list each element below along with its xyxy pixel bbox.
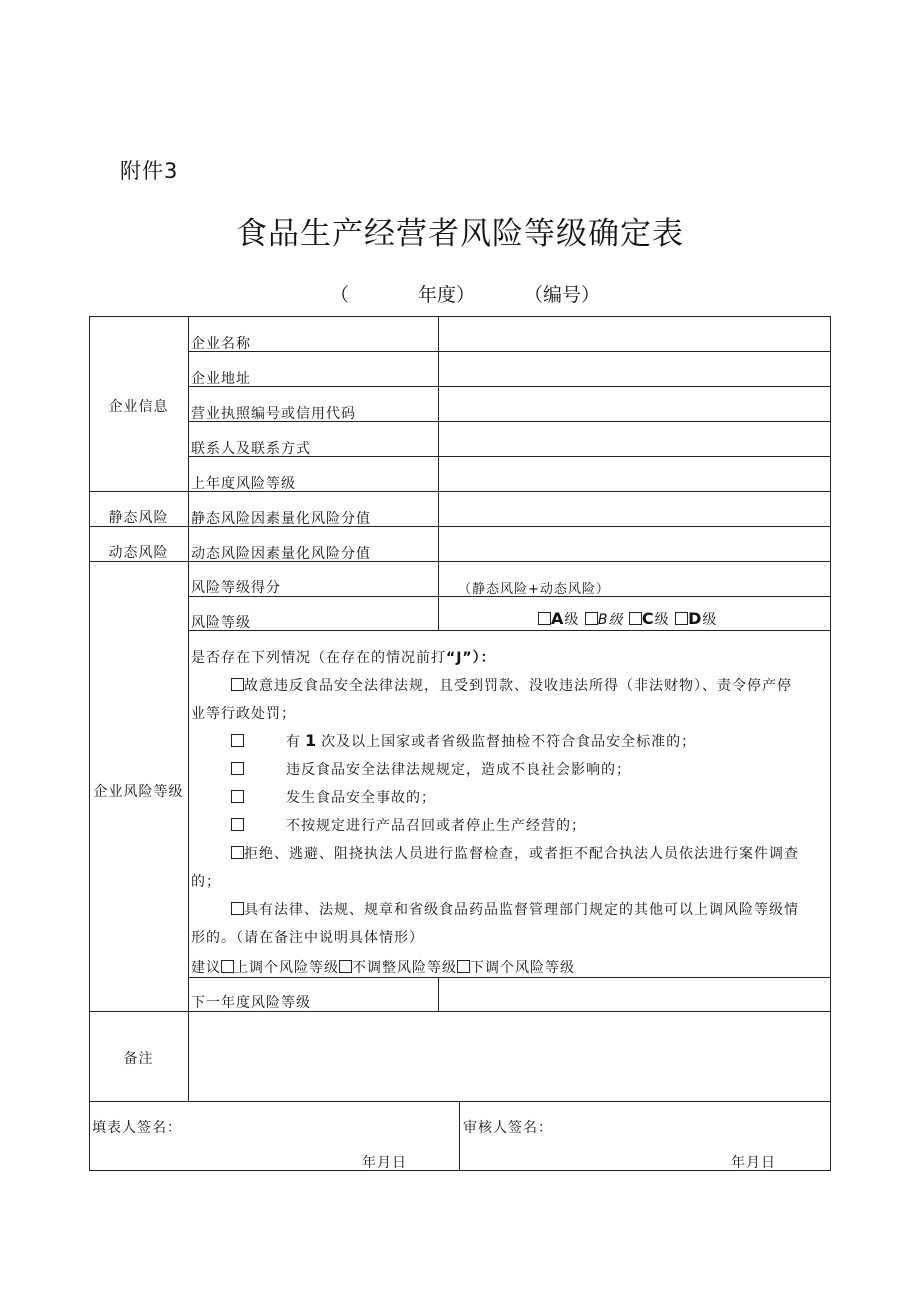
condition-2-text: 次及以上国家或者省级监督抽检不符合食品安全标准的； <box>321 734 697 750</box>
condition-item-7-cont: 形的。（请在备注中说明具体情形） <box>191 930 424 946</box>
condition-6-text: 拒绝、逃避、阻挠执法人员进行监督检查，或者拒不配合执法人员依法进行案件调查 <box>244 846 799 862</box>
checkbox-level-a[interactable] <box>538 612 551 625</box>
enterprise-address-field[interactable] <box>440 353 828 385</box>
condition-3-text: 违反食品安全法律法规规定，造成不良社会影响的； <box>286 762 631 778</box>
condition-7-text: 具有法律、法规、规章和省级食品药品监督管理部门规定的其他可以上调风险等级情 <box>244 902 799 918</box>
condition-item-5 <box>191 815 821 835</box>
checkbox-level-b[interactable] <box>585 612 598 625</box>
row-label-contact: 联系人及联系方式 <box>191 441 311 457</box>
suggestion-prefix: 建议 <box>191 960 221 976</box>
level-d-letter: D <box>688 609 703 628</box>
reviewer-signature-label: 审核人签名： <box>463 1120 553 1136</box>
section-static-risk: 静态风险 <box>108 510 169 526</box>
suggestion-lower: 下调个风险等级 <box>470 960 575 976</box>
section-dynamic-risk: 动态风险 <box>108 545 169 561</box>
condition-item-4 <box>191 787 821 807</box>
condition-5-text: 不按规定进行产品召回或者停止生产经营的； <box>286 818 586 834</box>
row-label-risk-score: 风险等级得分 <box>191 580 281 596</box>
checkbox-keep-level[interactable] <box>339 960 352 973</box>
contact-field[interactable] <box>440 423 828 455</box>
level-a-letter: A <box>551 609 565 628</box>
checkbox-condition-3[interactable] <box>231 762 244 775</box>
row-label-dynamic-score: 动态风险因素量化风险分值 <box>191 546 371 562</box>
condition-item-1 <box>191 675 821 695</box>
condition-2-prefix: 有 <box>286 734 301 750</box>
row-label-enterprise-name: 企业名称 <box>191 336 251 352</box>
level-c-letter: C <box>641 609 655 628</box>
section-remarks: 备注 <box>123 1051 154 1067</box>
level-c-suffix: 级 <box>654 612 670 628</box>
next-year-level-field[interactable] <box>440 979 828 1010</box>
condition-item-2 <box>191 731 821 751</box>
condition-1-text: 故意违反食品安全法律法规，且受到罚款、没收违法所得（非法财物）、责令停产停 <box>244 678 792 694</box>
conditions-intro-mark: “J”）： <box>446 650 496 666</box>
enterprise-name-field[interactable] <box>440 318 828 350</box>
year-label: 年度） <box>418 284 476 306</box>
dynamic-score-field[interactable] <box>440 528 828 560</box>
conditions-intro <box>191 647 821 667</box>
suggestion-line <box>191 957 821 977</box>
checkbox-condition-7[interactable] <box>231 902 244 915</box>
suggestion-raise: 上调个风险等级 <box>234 960 339 976</box>
checkbox-condition-4[interactable] <box>231 790 244 803</box>
checkbox-condition-5[interactable] <box>231 818 244 831</box>
filler-date: 年月日 <box>362 1155 407 1171</box>
condition-item-3 <box>191 759 821 779</box>
condition-item-1-cont: 业等行政处罚； <box>191 706 296 722</box>
row-label-risk-level: 风险等级 <box>191 615 251 631</box>
checkbox-condition-2[interactable] <box>231 734 244 747</box>
checkbox-level-c[interactable] <box>629 612 642 625</box>
attachment-label: 附件3 <box>120 159 179 183</box>
condition-item-6 <box>191 843 821 863</box>
page-title: 食品生产经营者风险等级确定表 <box>236 216 684 252</box>
level-a-suffix: 级 <box>564 612 580 628</box>
condition-2-number: 1 <box>305 731 318 750</box>
checkbox-level-d[interactable] <box>675 612 688 625</box>
checkbox-raise-level[interactable] <box>221 960 234 973</box>
remarks-field[interactable] <box>190 1013 828 1100</box>
condition-item-7 <box>191 899 821 919</box>
checkbox-lower-level[interactable] <box>457 960 470 973</box>
risk-level-options <box>538 609 717 629</box>
license-number-field[interactable] <box>440 388 828 420</box>
condition-item-6-cont: 的； <box>191 874 221 890</box>
level-b-label: B级 <box>597 612 624 628</box>
filler-signature-label: 填表人签名： <box>92 1120 182 1136</box>
last-year-level-field[interactable] <box>440 458 828 490</box>
section-enterprise-info: 企业信息 <box>108 399 169 415</box>
number-label: （编号） <box>524 284 601 306</box>
row-label-enterprise-address: 企业地址 <box>191 371 251 387</box>
row-label-last-year-level: 上年度风险等级 <box>191 476 296 492</box>
conditions-intro-text: 是否存在下列情况（在存在的情况前打 <box>191 650 446 666</box>
risk-score-formula: （静态风险+动态风险） <box>458 582 610 597</box>
suggestion-keep: 不调整风险等级 <box>352 960 457 976</box>
row-label-next-year-level: 下一年度风险等级 <box>191 995 311 1011</box>
condition-4-text: 发生食品安全事故的； <box>286 790 436 806</box>
row-label-license-number: 营业执照编号或信用代码 <box>191 406 356 422</box>
reviewer-date: 年月日 <box>731 1155 776 1171</box>
checkbox-condition-6[interactable] <box>231 846 244 859</box>
year-open-paren: （ <box>330 284 350 306</box>
row-label-static-score: 静态风险因素量化风险分值 <box>191 511 371 527</box>
checkbox-condition-1[interactable] <box>231 678 244 691</box>
level-d-suffix: 级 <box>702 612 718 628</box>
static-score-field[interactable] <box>440 493 828 525</box>
section-enterprise-risk-level: 企业风险等级 <box>93 784 184 800</box>
